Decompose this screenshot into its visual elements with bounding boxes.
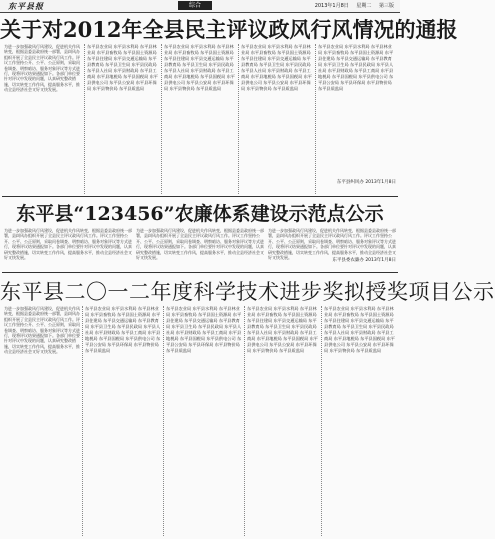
headline-tech-awards: 东平县二〇一二年度科学技术进步奖拟授奖项目公示: [0, 280, 495, 304]
ranking-list: 东平县农业局 东平县水利局 东平县林业局 东平县畜牧局 东平县国土资源局 东平县住建局 东平县交通运输局 东平县教育局 东平县卫生局 东平县民政局 东平县人社局 东平县财政局 东平县工商局 东平县地税局 东平县国税局 东平县供电公司 东平县公安局 东平县环保局 东平县物价局 东平县质监局: [318, 44, 394, 91]
section-rule: [2, 196, 398, 197]
headline-demo-sites: 东平县“123456”农廉体系建设示范点公示: [16, 203, 384, 225]
section-rule: [2, 272, 398, 273]
column-divider: [84, 44, 85, 194]
ranking-list: 东平县农业局 东平县水利局 东平县林业局 东平县畜牧局 东平县国土资源局 东平县住建局 东平县交通运输局 东平县教育局 东平县卫生局 东平县民政局 东平县人社局 东平县财政局 东平县工商局 东平县地税局 东平县国税局 东平县供电公司 东平县公安局 东平县环保局 东平县物价局 东平县质监局: [87, 44, 158, 91]
masthead: [0, 0, 400, 13]
column-divider: [238, 44, 239, 194]
article-body: 为进一步加强政风行风建设，促进机关作风转变，根据县委县政府统一部署，县纠风办组织开展了全县民主评议政风行风工作。评议工作坚持公开、公平、公正原则，采取问卷调查、明察暗访、服务对象评议等方式进行，现将评议结果通报如下。各部门单位要针对评议中发现的问题，认真研究整改措施，切实转变工作作风，提高服务水平，推动全县经济社会又好又快发展。: [4, 44, 80, 93]
column-divider: [244, 306, 245, 536]
section-tag: 综合: [178, 1, 212, 10]
issue-info: [309, 0, 394, 12]
issue-date: 2013年1月8日: [314, 3, 349, 9]
headline-review-report: 关于对2012年全县民主评议政风行风情况的通报: [0, 17, 458, 42]
article-body: 为进一步加强政风行风建设，促进机关作风转变，根据县委县政府统一部署，县纠风办组织开展了全县民主评议政风行风工作。评议工作坚持公开、公平、公正原则，采取问卷调查、明察暗访、服务对象评议等方式进行，现将评议结果通报如下。各部门单位要针对评议中发现的问题，认真研究整改措施，切实转变工作作风，提高服务水平，推动全县经济社会又好又快发展。: [4, 228, 132, 261]
ranking-list: 东平县农业局 东平县水利局 东平县林业局 东平县畜牧局 东平县国土资源局 东平县住建局 东平县交通运输局 东平县教育局 东平县卫生局 东平县民政局 东平县人社局 东平县财政局 东平县工商局 东平县地税局 东平县国税局 东平县供电公司 东平县公安局 东平县环保局 东平县物价局 东平县质监局: [164, 44, 235, 91]
award-list: 东平县农业局 东平县水利局 东平县林业局 东平县畜牧局 东平县国土资源局 东平县住建局 东平县交通运输局 东平县教育局 东平县卫生局 东平县民政局 东平县人社局 东平县财政局 东平县工商局 东平县地税局 东平县国税局 东平县供电公司 东平县公安局 东平县环保局 东平县物价局 东平县质监局: [324, 306, 395, 353]
column-divider: [315, 44, 316, 194]
column-divider: [321, 306, 322, 536]
article-body: 为进一步加强政风行风建设，促进机关作风转变，根据县委县政府统一部署，县纠风办组织开展了全县民主评议政风行风工作。评议工作坚持公开、公平、公正原则，采取问卷调查、明察暗访、服务对象评议等方式进行，现将评议结果通报如下。各部门单位要针对评议中发现的问题，认真研究整改措施，切实转变工作作风，提高服务水平，推动全县经济社会又好又快发展。: [4, 306, 80, 355]
award-list: 东平县农业局 东平县水利局 东平县林业局 东平县畜牧局 东平县国土资源局 东平县住建局 东平县交通运输局 东平县教育局 东平县卫生局 东平县民政局 东平县人社局 东平县财政局 东平县工商局 东平县地税局 东平县国税局 东平县供电公司 东平县公安局 东平县环保局 东平县物价局 东平县质监局: [166, 306, 242, 353]
article-body: 为进一步加强政风行风建设，促进机关作风转变，根据县委县政府统一部署，县纠风办组织开展了全县民主评议政风行风工作。评议工作坚持公开、公平、公正原则，采取问卷调查、明察暗访、服务对象评议等方式进行，现将评议结果通报如下。各部门单位要针对评议中发现的问题，认真研究整改措施，切实转变工作作风，提高服务水平，推动全县经济社会又好又快发展。: [136, 228, 264, 261]
page-number: 第三版: [378, 3, 394, 9]
column-divider: [82, 306, 83, 536]
issue-weekday: 星期二: [356, 3, 372, 9]
award-list: 东平县农业局 东平县水利局 东平县林业局 东平县畜牧局 东平县国土资源局 东平县住建局 东平县交通运输局 东平县教育局 东平县卫生局 东平县民政局 东平县人社局 东平县财政局 东平县工商局 东平县地税局 东平县国税局 东平县供电公司 东平县公安局 东平县环保局 东平县物价局 东平县质监局: [85, 306, 161, 353]
column-divider: [161, 44, 162, 194]
newspaper-logo: 东平县报: [8, 1, 44, 11]
column-divider: [163, 306, 164, 536]
sign-off: 东平县纠风办 2013年1月8日: [336, 180, 396, 185]
sign-off: 东平县委农廉办 2013年1月8日: [332, 258, 396, 263]
award-list: 东平县农业局 东平县水利局 东平县林业局 东平县畜牧局 东平县国土资源局 东平县住建局 东平县交通运输局 东平县教育局 东平县卫生局 东平县民政局 东平县人社局 东平县财政局 东平县工商局 东平县地税局 东平县国税局 东平县供电公司 东平县公安局 东平县环保局 东平县物价局 东平县质监局: [247, 306, 318, 353]
ranking-list: 东平县农业局 东平县水利局 东平县林业局 东平县畜牧局 东平县国土资源局 东平县住建局 东平县交通运输局 东平县教育局 东平县卫生局 东平县民政局 东平县人社局 东平县财政局 东平县工商局 东平县地税局 东平县国税局 东平县供电公司 东平县公安局 东平县环保局 东平县物价局 东平县质监局: [241, 44, 312, 91]
article-body: 为进一步加强政风行风建设，促进机关作风转变，根据县委县政府统一部署，县纠风办组织开展了全县民主评议政风行风工作。评议工作坚持公开、公平、公正原则，采取问卷调查、明察暗访、服务对象评议等方式进行，现将评议结果通报如下。各部门单位要针对评议中发现的问题，认真研究整改措施，切实转变工作作风，提高服务水平，推动全县经济社会又好又快发展。: [268, 228, 396, 261]
